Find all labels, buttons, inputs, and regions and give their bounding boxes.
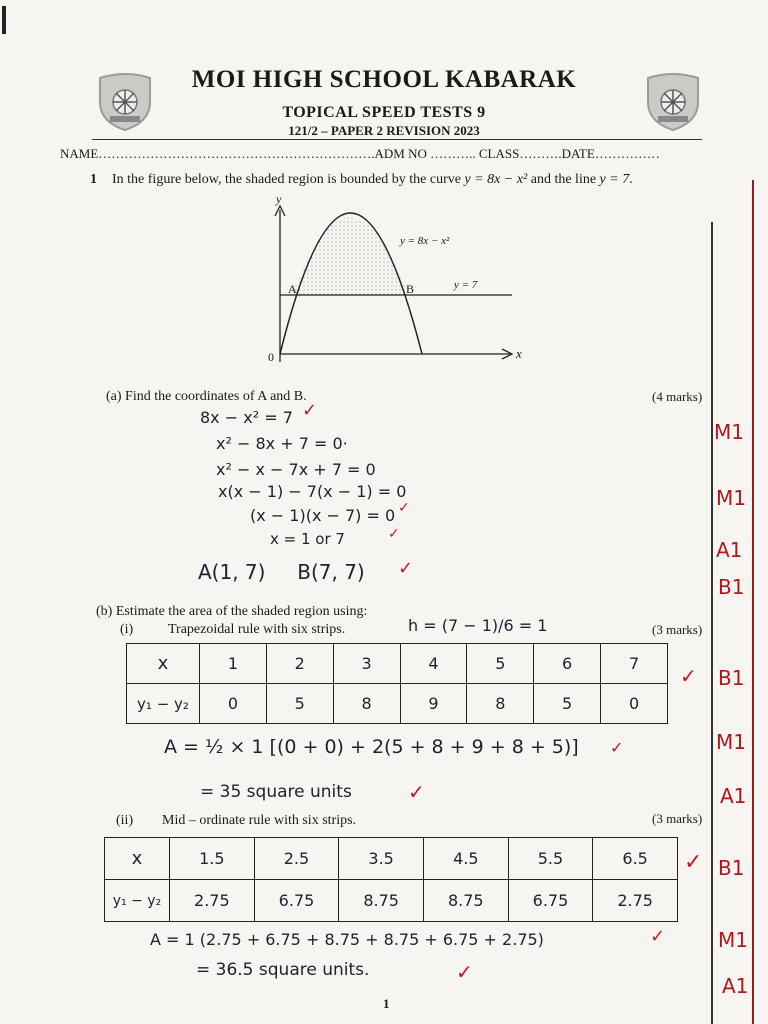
- part-a-working-5: (x − 1)(x − 7) = 0: [250, 506, 396, 525]
- question-1-number: 1: [90, 172, 97, 187]
- tick-icon: ✓: [302, 400, 318, 421]
- table-cell: 2.75: [170, 880, 255, 922]
- table-cell: 4: [400, 644, 467, 684]
- table-row-head: y₁ − y₂: [105, 880, 170, 922]
- margin-mark: B1: [718, 856, 745, 880]
- curve-equation: y = 8x − x²: [464, 172, 528, 187]
- table-cell: 2.5: [254, 838, 339, 880]
- part-b-i-text: Trapezoidal rule with six strips.: [168, 622, 346, 637]
- part-b-ii-label: (ii): [116, 813, 134, 828]
- table-cell: 6.75: [254, 880, 339, 922]
- margin-mark: A1: [716, 538, 743, 562]
- part-a-answer: A(1, 7) B(7, 7): [198, 560, 365, 584]
- table-cell: 3: [333, 644, 400, 684]
- margin-mark: A1: [722, 974, 749, 998]
- margin-mark: M1: [716, 730, 746, 754]
- tick-icon: ✓: [680, 664, 697, 688]
- part-a-working-3: x² − x − 7x + 7 = 0: [216, 460, 376, 479]
- table-cell: 6.5: [593, 838, 678, 880]
- header-rule: [92, 139, 702, 140]
- table-cell: 6.75: [508, 880, 593, 922]
- student-details-fields: NAME……………………………………………………….ADM NO ……….. CLASS……….DATE……………: [60, 146, 660, 161]
- fig-line-label: y = 7: [454, 279, 478, 291]
- part-a-working-2: x² − 8x + 7 = 0·: [216, 434, 348, 453]
- school-name: MOI HIGH SCHOOL KABARAK: [191, 66, 577, 93]
- table-cell: 0: [601, 684, 668, 724]
- paper-title: 121/2 – PAPER 2 REVISION 2023: [288, 123, 480, 138]
- table-cell: 8: [467, 684, 534, 724]
- mid-ordinate-formula: A = 1 (2.75 + 6.75 + 8.75 + 8.75 + 6.75 + 2.75): [150, 930, 544, 949]
- mid-ordinate-table: [104, 837, 678, 922]
- step-width-working: h = (7 − 1)/6 = 1: [408, 616, 548, 635]
- table-cell: 4.5: [423, 838, 508, 880]
- trapezoidal-table: [126, 643, 668, 724]
- margin-mark: M1: [716, 486, 746, 510]
- mid-ordinate-answer: = 36.5 square units.: [196, 960, 370, 980]
- page-number: 1: [383, 996, 390, 1011]
- tick-icon: ✓: [650, 926, 666, 947]
- table-cell: 6: [534, 644, 601, 684]
- part-a-working-4: x(x − 1) − 7(x − 1) = 0: [218, 482, 407, 501]
- fig-x-label: x: [516, 346, 522, 361]
- page-edge-mark: [2, 6, 6, 34]
- table-cell: 8.75: [339, 880, 424, 922]
- table-row-head: x: [127, 644, 200, 684]
- part-a-question: (a) Find the coordinates of A and B.: [106, 389, 307, 404]
- part-b-ii-text: Mid – ordinate rule with six strips.: [162, 813, 357, 828]
- margin-mark: B1: [718, 575, 745, 599]
- trapezoidal-formula: A = ½ × 1 [(0 + 0) + 2(5 + 8 + 9 + 8 + 5)]: [164, 736, 579, 758]
- tick-icon: ✓: [388, 526, 400, 542]
- tick-icon: ✓: [408, 780, 425, 804]
- table-cell: 2: [266, 644, 333, 684]
- part-a-working-6: x = 1 or 7: [270, 530, 345, 548]
- table-cell: 5: [534, 684, 601, 724]
- tick-icon: ✓: [398, 558, 414, 579]
- table-cell: 0: [200, 684, 267, 724]
- test-title: TOPICAL SPEED TESTS 9: [282, 104, 486, 121]
- tick-icon: ✓: [684, 850, 703, 875]
- margin-mark: M1: [714, 420, 744, 444]
- table-cell: 1.5: [170, 838, 255, 880]
- table-cell: 8.75: [423, 880, 508, 922]
- part-a-marks: (4 marks): [652, 389, 703, 404]
- table-row-head: y₁ − y₂: [127, 684, 200, 724]
- table-cell: 2.75: [593, 880, 678, 922]
- line-equation: y = 7: [599, 172, 630, 187]
- fig-label-b: B: [406, 282, 415, 296]
- fig-label-a: A: [288, 282, 297, 296]
- margin-mark: M1: [718, 928, 748, 952]
- table-cell: 5: [266, 684, 333, 724]
- marking-margin-line: [711, 222, 713, 1024]
- table-cell: 8: [333, 684, 400, 724]
- marking-margin-line-right: [752, 180, 754, 1024]
- table-cell: 1: [200, 644, 267, 684]
- tick-icon: ✓: [610, 738, 624, 757]
- table-cell: 5.5: [508, 838, 593, 880]
- fig-origin: 0: [268, 350, 274, 364]
- part-b-i-label: (i): [120, 622, 134, 637]
- part-b-ii-marks: (3 marks): [652, 811, 703, 826]
- margin-mark: A1: [720, 784, 747, 808]
- table-cell: 5: [467, 644, 534, 684]
- part-b-i-marks: (3 marks): [652, 622, 703, 637]
- trapezoidal-answer: = 35 square units: [200, 782, 352, 802]
- part-a-working-1: 8x − x² = 7: [200, 408, 293, 427]
- part-b-question: (b) Estimate the area of the shaded region using:: [96, 604, 368, 619]
- fig-y-label: y: [276, 192, 282, 206]
- fig-curve-label: y = 8x − x²: [400, 235, 450, 247]
- tick-icon: ✓: [398, 500, 410, 516]
- margin-mark: B1: [718, 666, 745, 690]
- table-cell: 7: [601, 644, 668, 684]
- tick-icon: ✓: [456, 960, 473, 984]
- table-cell: 3.5: [339, 838, 424, 880]
- table-row-head: x: [105, 838, 170, 880]
- table-cell: 9: [400, 684, 467, 724]
- question-1-prompt: In the figure below, the shaded region is bounded by the curve y = 8x − x² and the line y = 7.: [112, 172, 633, 187]
